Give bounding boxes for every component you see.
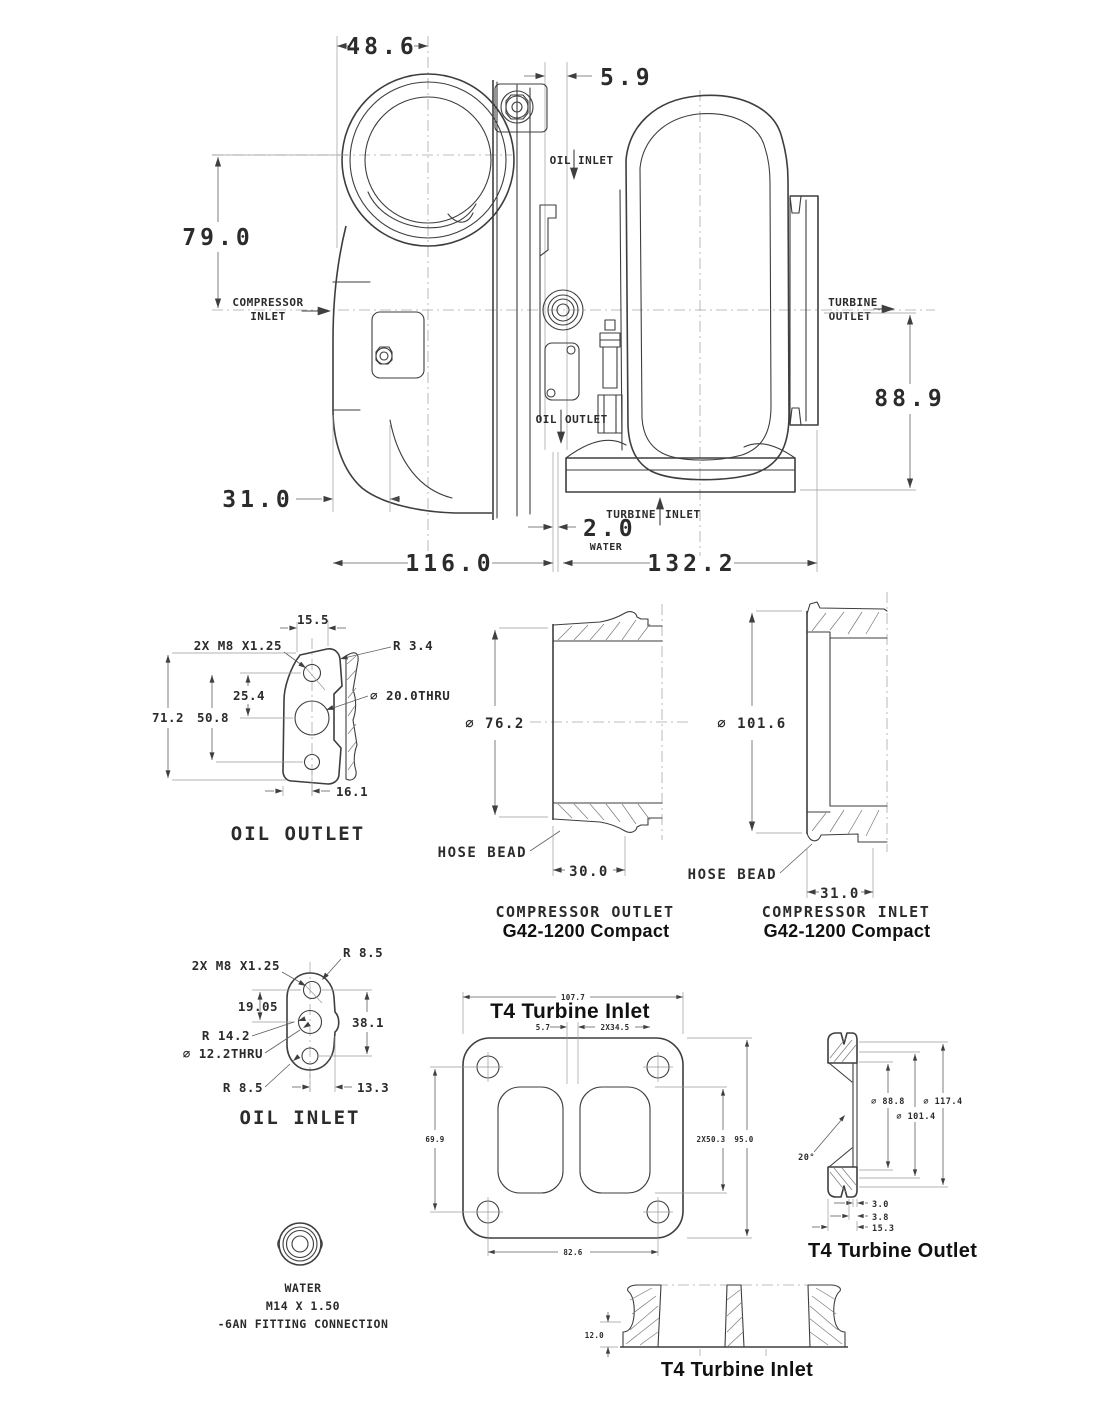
- dim-2x34-5: 2X34.5: [600, 1023, 630, 1032]
- water-fitting-line3: -6AN FITTING CONNECTION: [217, 1317, 389, 1331]
- label-oil-outlet-2: OUTLET: [565, 413, 608, 426]
- dim-5-9: 5.9: [600, 65, 654, 91]
- compressor-outlet-model: G42-1200 Compact: [502, 921, 670, 941]
- label-water-small: WATER: [589, 542, 623, 553]
- label-compressor-inlet-2: INLET: [250, 310, 286, 323]
- dim-15-5: 15.5: [296, 612, 330, 627]
- dim-132-2: 132.2: [647, 551, 737, 577]
- label-turbine-inlet-2: INLET: [665, 508, 701, 521]
- dim-2x50-3: 2X50.3: [696, 1135, 726, 1144]
- dim-12-0: 12.0: [584, 1331, 604, 1340]
- oil-outlet-flange-drawing: [152, 612, 450, 845]
- t4-outlet-caption: T4 Turbine Outlet: [808, 1240, 978, 1262]
- dim-82-6: 82.6: [563, 1248, 583, 1257]
- dim-dia-101-4: ∅ 101.4: [896, 1112, 936, 1122]
- dim-3-0: 3.0: [872, 1200, 889, 1210]
- compressor-inlet-model: G42-1200 Compact: [763, 921, 931, 941]
- dim-15-3: 15.3: [872, 1224, 895, 1234]
- t4-inlet-flange-drawing: [425, 992, 753, 1257]
- dim-31-0: 31.0: [222, 487, 294, 513]
- bearing-housing-view: [540, 205, 622, 433]
- oil-outlet-caption: OIL OUTLET: [230, 823, 366, 845]
- oil-outlet-bore: ∅ 20.0THRU: [370, 688, 451, 703]
- dim-71-2: 71.2: [151, 710, 185, 725]
- dim-r14-2: R 14.2: [201, 1028, 250, 1043]
- compressor-inlet-dimensions: [688, 611, 873, 902]
- dim-dia-117-4: ∅ 117.4: [923, 1097, 963, 1107]
- compressor-outlet-bore: ∅ 76.2: [465, 716, 525, 732]
- oil-inlet-caption: OIL INLET: [239, 1107, 361, 1129]
- assembly-dimensions: [182, 34, 945, 577]
- dim-31-0-inlet: 31.0: [820, 886, 860, 902]
- label-turbine-inlet-1: TURBINE: [606, 508, 656, 521]
- oil-inlet-flange-drawing: [183, 945, 389, 1129]
- dim-25-4: 25.4: [232, 688, 266, 703]
- t4-outlet-drawing: [798, 1033, 977, 1262]
- oil-outlet-bolt-spec: 2X M8 X1.25: [193, 638, 282, 653]
- t4-flange-dimensions: [425, 992, 753, 1257]
- dim-107-7: 107.7: [560, 993, 586, 1002]
- compressor-outlet-caption: COMPRESSOR OUTLET: [495, 903, 675, 921]
- dim-50-8: 50.8: [196, 710, 230, 725]
- t4-flange-title: T4 Turbine Inlet: [490, 1000, 650, 1023]
- label-turbine-outlet-2: OUTLET: [828, 310, 872, 323]
- compressor-inlet-bore: ∅ 101.6: [717, 716, 787, 732]
- dim-38-1: 38.1: [351, 1015, 385, 1030]
- assembly-views: [182, 34, 945, 577]
- compressor-inlet-drawing: [688, 592, 931, 941]
- water-fitting-line2: M14 X 1.50: [265, 1299, 341, 1313]
- t4-section-caption: T4 Turbine Inlet: [660, 1359, 814, 1381]
- compressor-inlet-caption: COMPRESSOR INLET: [761, 903, 931, 921]
- dim-79-0: 79.0: [182, 225, 254, 251]
- dim-5-7: 5.7: [535, 1023, 551, 1032]
- water-fitting-line1: WATER: [284, 1281, 322, 1295]
- compressor-inlet-hose-bead: HOSE BEAD: [687, 867, 777, 883]
- dim-3-8: 3.8: [872, 1213, 889, 1223]
- dim-r8-5-top: R 8.5: [343, 945, 384, 960]
- compressor-outlet-hose-bead: HOSE BEAD: [437, 845, 527, 861]
- dim-r8-5-bot: R 8.5: [222, 1080, 263, 1095]
- t4-inlet-section-drawing: [585, 1285, 848, 1381]
- dim-69-9: 69.9: [425, 1135, 445, 1144]
- label-compressor-inlet-1: COMPRESSOR: [232, 296, 304, 309]
- dim-116-0: 116.0: [405, 551, 495, 577]
- water-fitting-drawing: [218, 1223, 389, 1331]
- dim-2-0: 2.0: [583, 516, 637, 542]
- oil-inlet-bore: ∅ 12.2THRU: [182, 1046, 263, 1061]
- dim-30-0: 30.0: [569, 864, 609, 880]
- dim-16-1: 16.1: [336, 784, 369, 799]
- dim-r3-4: R 3.4: [393, 638, 434, 653]
- oil-inlet-dimensions: [183, 945, 389, 1095]
- dim-13-3: 13.3: [357, 1080, 390, 1095]
- compressor-housing-view: [333, 74, 547, 520]
- dim-dia-88-8: ∅ 88.8: [871, 1097, 905, 1107]
- oil-inlet-bolt-spec: 2X M8 X1.25: [191, 958, 280, 973]
- label-oil-inlet-1: OIL: [549, 154, 571, 167]
- label-oil-outlet-1: OIL: [535, 413, 557, 426]
- compressor-outlet-drawing: [438, 604, 690, 941]
- dim-angle-20: 20°: [798, 1153, 815, 1163]
- label-oil-inlet-2: INLET: [578, 154, 614, 167]
- t4-section-dimensions: [585, 1312, 621, 1357]
- dim-95-0: 95.0: [734, 1135, 754, 1144]
- dim-48-6: 48.6: [346, 34, 418, 60]
- dim-19-05: 19.05: [237, 999, 279, 1014]
- dim-88-9: 88.9: [874, 386, 946, 412]
- t4-outlet-dimensions: [798, 1042, 963, 1234]
- compressor-outlet-dimensions: [438, 628, 625, 880]
- label-turbine-outlet-1: TURBINE: [828, 296, 878, 309]
